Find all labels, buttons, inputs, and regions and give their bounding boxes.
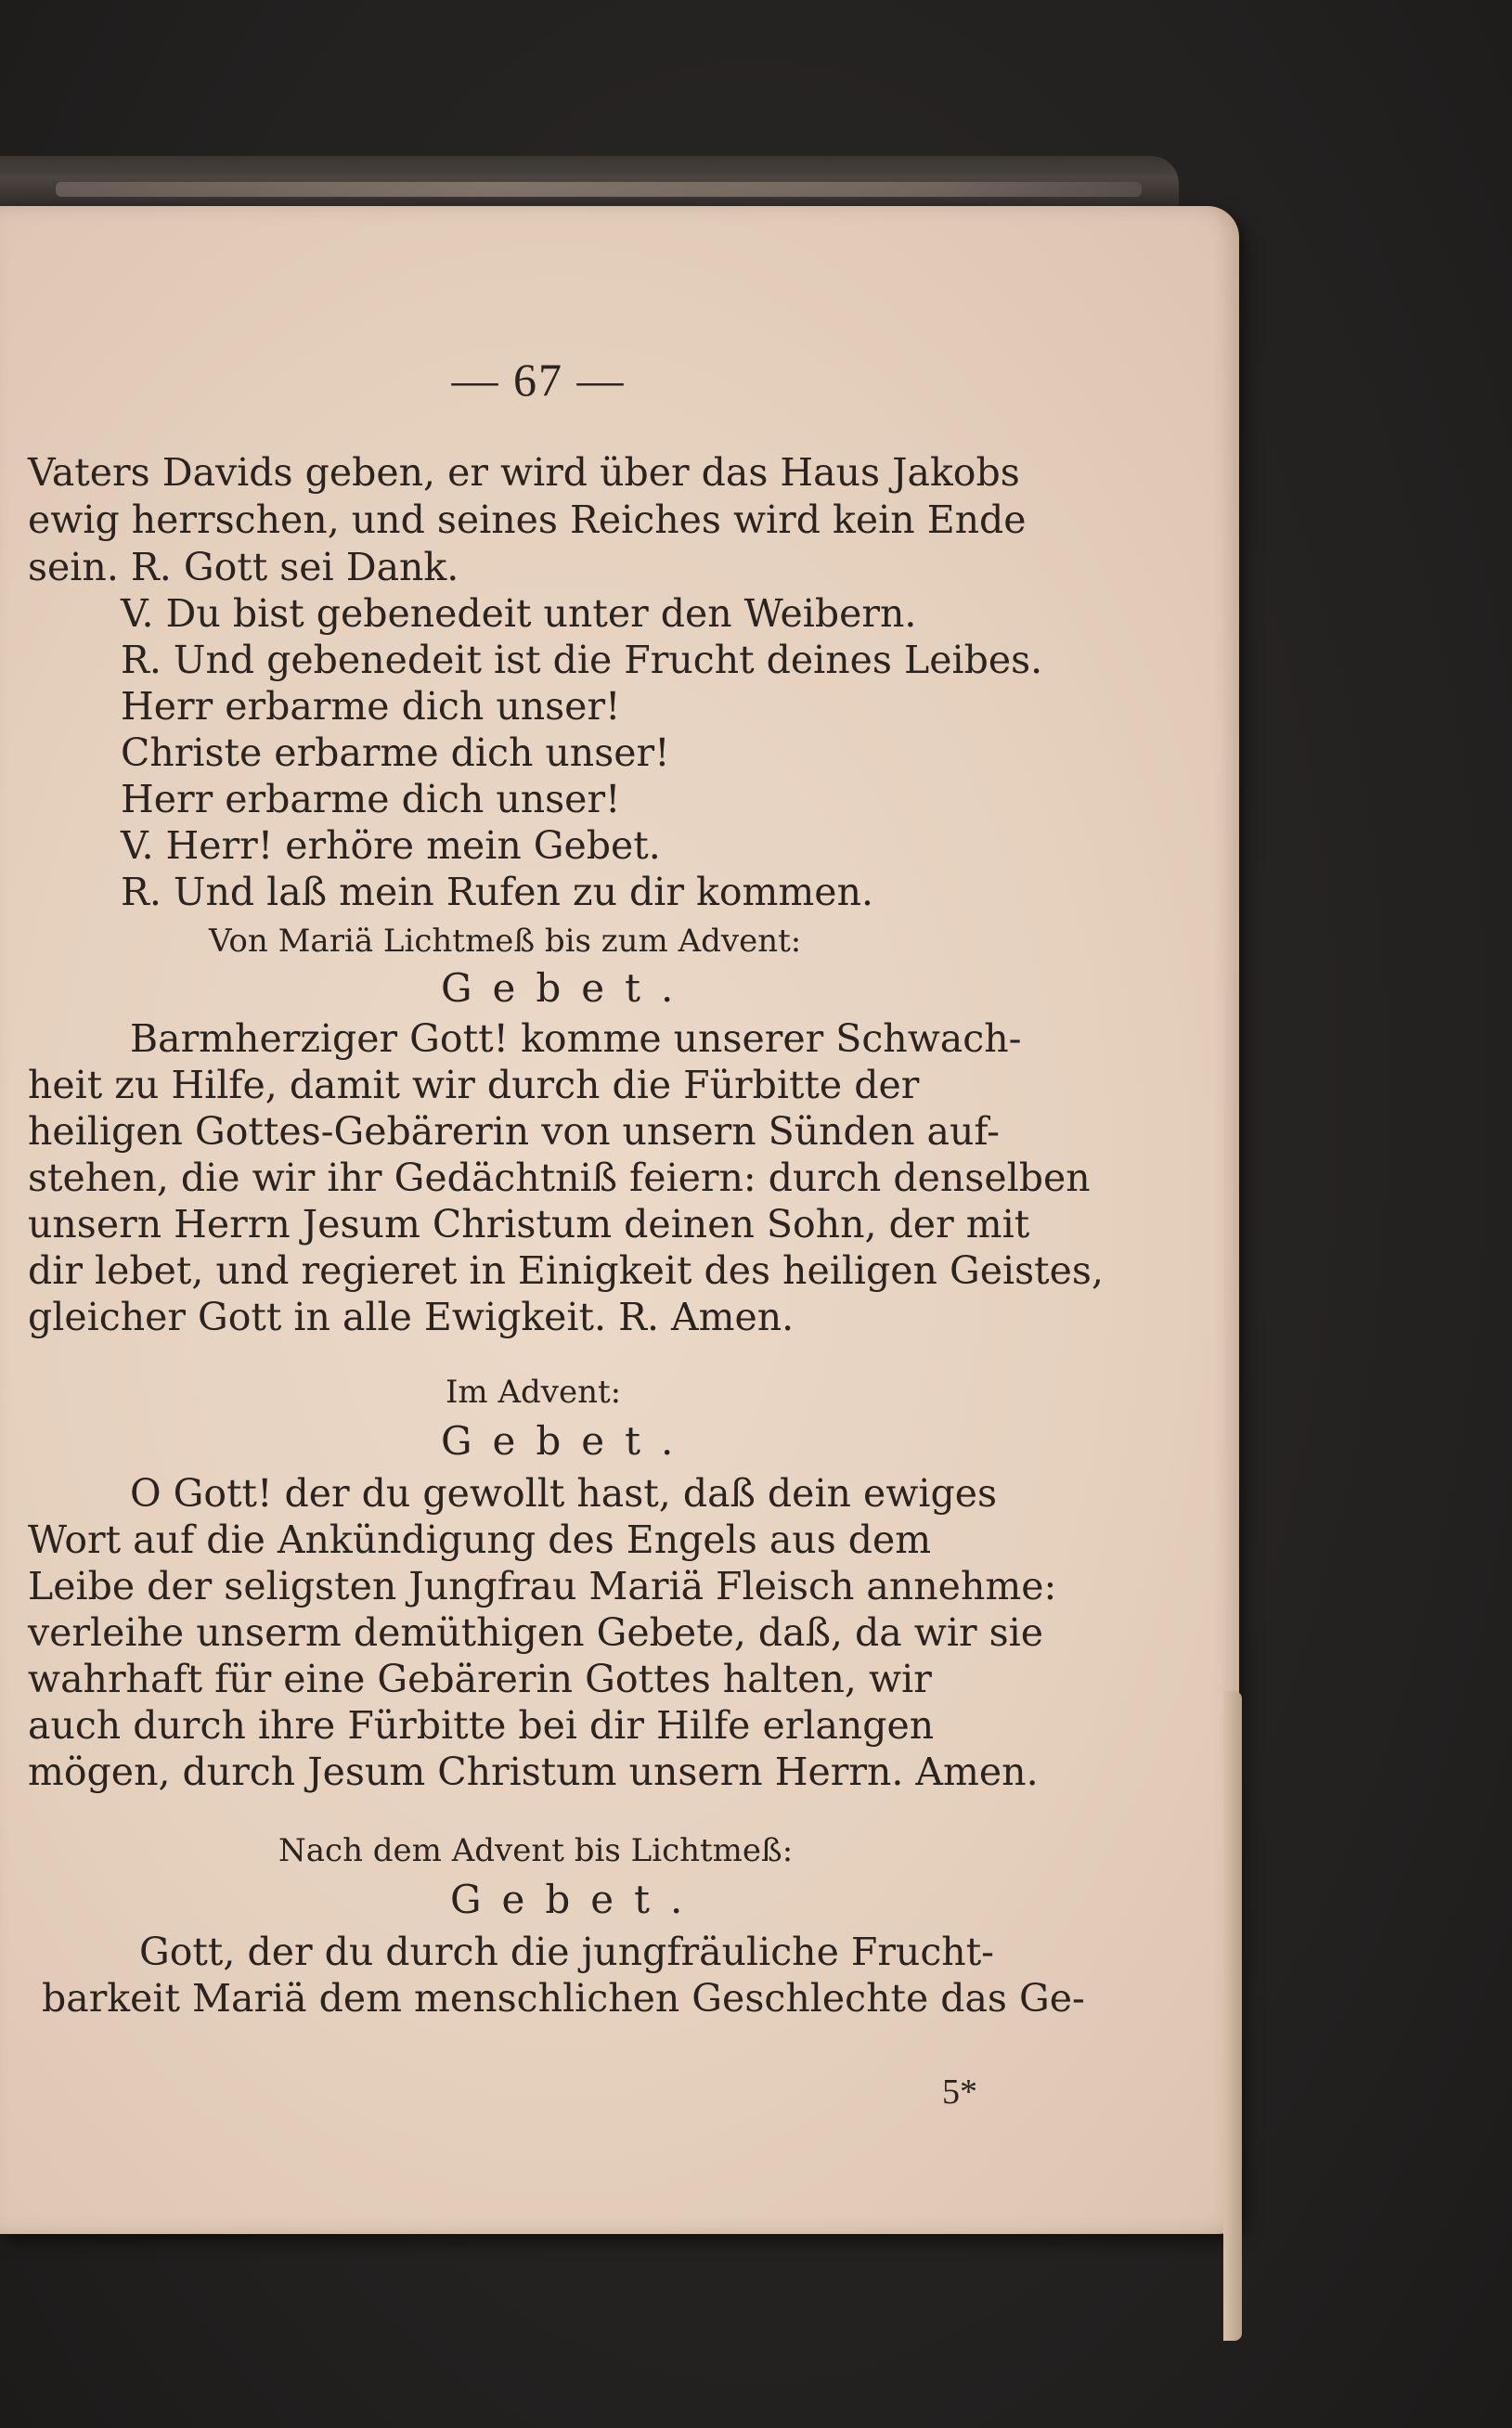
section-title: Gebet.	[441, 1418, 694, 1464]
text-line: heiligen Gottes-Gebärerin von unsern Sünden auf-	[28, 1109, 1000, 1154]
text-line: barkeit Mariä dem menschlichen Geschlechte das Ge-	[42, 1976, 1085, 2021]
text-line: Wort auf die Ankündigung des Engels aus dem	[28, 1518, 932, 1562]
text-line: Herr erbarme dich unser!	[121, 777, 621, 821]
text-line: wahrhaft für eine Gebärerin Gottes halten, wir	[28, 1657, 932, 1701]
signature-mark: 5*	[942, 2073, 977, 2112]
book-top-edge-highlight	[56, 182, 1142, 197]
section-title: Gebet.	[441, 965, 694, 1011]
page-number: — 67 —	[451, 354, 626, 406]
text-line: V. Du bist gebenedeit unter den Weibern.	[121, 591, 917, 636]
section-title: Gebet.	[450, 1877, 704, 1922]
text-line: Gott, der du durch die jungfräuliche Frucht-	[139, 1930, 995, 1974]
text-line: gleicher Gott in alle Ewigkeit. R. Amen.	[28, 1295, 795, 1339]
text-line: Vaters Davids geben, er wird über das Haus Jakobs	[28, 450, 1020, 495]
book-page	[0, 206, 1239, 2234]
section-heading: Nach dem Advent bis Lichtmeß:	[278, 1832, 794, 1869]
text-line: sein. R. Gott sei Dank.	[28, 545, 459, 589]
text-line: dir lebet, und regieret in Einigkeit des heiligen Geistes,	[28, 1248, 1104, 1293]
text-line: ewig herrschen, und seines Reiches wird kein Ende	[28, 497, 1027, 542]
page-side-edge	[1223, 1691, 1242, 2341]
text-line: O Gott! der du gewollt hast, daß dein ewiges	[130, 1471, 998, 1516]
text-line: stehen, die wir ihr Gedächtniß feiern: durch denselben	[28, 1156, 1091, 1200]
text-line: auch durch ihre Fürbitte bei dir Hilfe erlangen	[28, 1703, 935, 1748]
section-heading: Von Mariä Lichtmeß bis zum Advent:	[209, 923, 802, 960]
section-heading: Im Advent:	[446, 1374, 622, 1411]
text-line: Herr erbarme dich unser!	[121, 684, 621, 729]
text-line: R. Und laß mein Rufen zu dir kommen.	[121, 870, 874, 914]
text-line: verleihe unserm demüthigen Gebete, daß, da wir sie	[28, 1610, 1044, 1655]
text-line: Christe erbarme dich unser!	[121, 730, 670, 775]
text-line: heit zu Hilfe, damit wir durch die Fürbitte der	[28, 1063, 920, 1107]
text-line: V. Herr! erhöre mein Gebet.	[121, 823, 661, 868]
text-line: unsern Herrn Jesum Christum deinen Sohn, der mit	[28, 1202, 1030, 1246]
text-line: Leibe der seligsten Jungfrau Mariä Fleisch annehme:	[28, 1564, 1057, 1608]
text-line: mögen, durch Jesum Christum unsern Herrn. Amen.	[28, 1750, 1039, 1794]
text-line: Barmherziger Gott! komme unserer Schwach-	[130, 1016, 1022, 1061]
text-line: R. Und gebenedeit ist die Frucht deines Leibes.	[121, 638, 1043, 682]
